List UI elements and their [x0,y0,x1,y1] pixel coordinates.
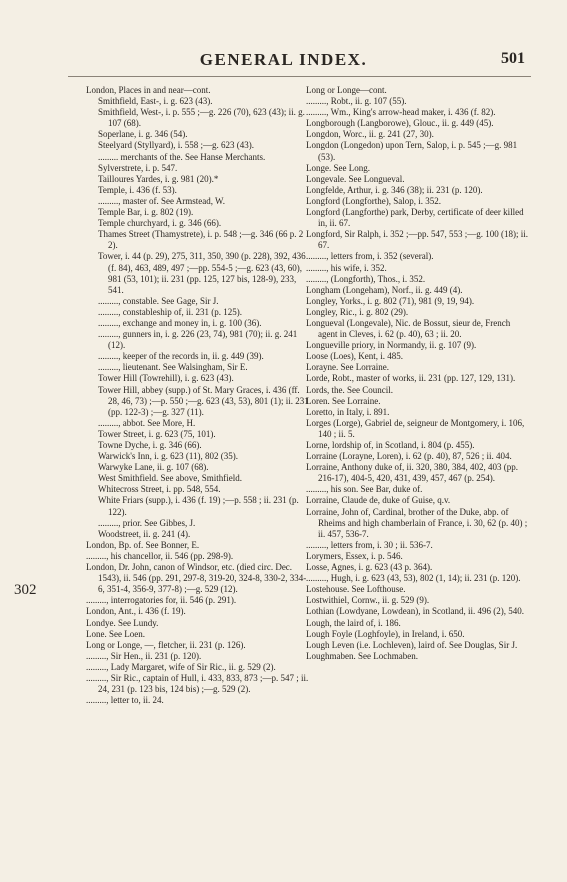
index-entry: Lorraine, Claude de, duke of Guise, q.v. [306,495,451,506]
index-entry: Lorraine (Lorayne, Loren), i. 62 (p. 40), 87, 526 ; ii. 404. [306,451,512,462]
index-entry: Lostehouse. See Lofthouse. [306,584,406,595]
right-index-column [306,85,530,662]
index-entry: Longueville priory, in Normandy, ii. g. 107 (9). [306,340,477,351]
index-entry: Tower, i. 44 (p. 29), 275, 311, 350, 390 (p. 228), 392, 436 (f. 84), 463, 489, 497 ;—pp. 554-5 ;—g. 623 (43, 60), 981 (53, 101); ii. 231 (pp. 125, 127 bis, 128-9), 233, 541. [98,251,306,295]
index-entry: ........., (Longforth), Thos., i. 352. [306,273,426,284]
index-entry: Lorraine, Anthony duke of, ii. 320, 380, 384, 402, 403 (pp. 216-17), 404-5, 420, 431, 439, 457, 467 (p. 254). [306,462,518,484]
index-entry: ........., Sir Ric., captain of Hull, i. 433, 833, 873 ;—p. 547 ; ii. 24, 231 (p. 123 bis, 124 bis) ;—g. 529 (2). [86,672,309,695]
index-entry: Long or Longe—cont. [306,85,387,95]
index-entry: ........., master of. See Armstead, W. [98,195,225,206]
index-entry: Temple Bar, i. g. 802 (19). [98,207,194,218]
index-entry: Sylverstrete, i. p. 547. [98,162,178,173]
index-entry: Lords, the. See Council. [306,384,393,395]
index-entry: Longborough (Langborowe), Glouc., ii. g. 449 (45). [306,118,494,129]
index-entry: ........., lieutenant. See Walsingham, Sir E. [98,362,248,373]
index-entry: Longdon (Longedon) upon Tern, Salop, i. p. 545 ;—g. 981 (53). [306,140,518,162]
index-entry: Longdon, Worc., ii. g. 241 (27, 30). [306,129,434,140]
header-rule [68,76,531,77]
index-entry: Loren. See Lorraine. [306,395,381,406]
index-entry: Longe. See Long. [306,162,370,173]
margin-number: 302 [14,582,37,598]
index-entry: ........., gunners in, i. g. 226 (23, 74), 981 (70); ii. g. 241 (12). [98,329,298,351]
index-entry: ........., abbot. See More, H. [98,417,196,428]
index-entry: Tower Hill, abbey (supp.) of St. Mary Graces, i. 436 (ff. 28, 46, 73) ;—p. 550 ;—g. 623 (43, 53), 801 (1); ii. 231 (pp. 122-3) ;—g. 327 (11). [98,384,309,417]
index-entry: ........., letter to, ii. 24. [86,695,164,706]
index-entry: Tailloures Yardes, i. g. 981 (20).* [98,173,219,184]
index-entry: ........., letters from, i. 352 (several). [306,251,434,262]
index-entry: ........., constable. See Gage, Sir J. [98,295,219,306]
index-entry: ........., his chancellor, ii. 546 (pp. 298-9). [86,550,234,561]
index-entry: ........., Robt., ii. g. 107 (55). [306,96,407,107]
left-index-column [86,85,310,706]
index-entry: ........., his wife, i. 352. [306,262,387,273]
index-entry: London, Bp. of. See Bonner, E. [86,539,200,550]
index-entry: Temple, i. 436 (f. 53). [98,184,177,195]
index-entry: Lone. See Loen. [86,628,145,639]
index-entry: ........., exchange and money in, i. g. 100 (36). [98,317,262,328]
index-entry: Lorne, lordship of, in Scotland, i. 804 (p. 455). [306,440,475,450]
index-entry: Tower Hill (Towrehill), i. g. 623 (43). [98,373,234,384]
index-entry: ........., Wm., King's arrow-head maker, i. 436 (f. 82). [306,107,496,118]
index-entry: London, Dr. John, canon of Windsor, etc. (died circ. Dec. 1543), ii. 546 (pp. 291, 297-8, 319-20, 324-8, 330-2, 334-6, 351-4, 356-9, 377-8) ;—g. 529 (12). [86,562,307,595]
index-entry: Loretto, in Italy, i. 891. [306,406,390,417]
index-entry: Soperlane, i. g. 346 (54). [98,129,188,140]
index-entry: Lough, the laird of, i. 186. [306,617,401,628]
index-entry: Lorges (Lorge), Gabriel de, seigneur de Montgomery, i. 106, 140 ; ii. 5. [306,417,525,439]
index-entry: Lostwithiel, Cornw., ii. g. 529 (9). [306,595,430,606]
index-entry: Londye. See Lundy. [86,617,159,628]
index-entry: ......... merchants of the. See Hanse Merchants. [98,151,266,162]
index-entry: Longford (Langforthe) park, Derby, certificate of deer killed in, ii. 67. [306,207,524,229]
index-entry: ........., Hugh, i. g. 623 (43, 53), 802 (1, 14); ii. 231 (p. 120). [306,573,521,584]
index-entry: Longfelde, Arthur, i. g. 346 (38); ii. 231 (p. 120). [306,184,483,195]
index-entry: ........., Sir Hen., ii. 231 (p. 120). [86,650,202,661]
page-title: GENERAL INDEX. [199,50,368,69]
index-entry: West Smithfield. See above, Smithfield. [98,473,243,484]
index-entry: Towne Dyche, i. g. 346 (66). [98,440,202,450]
index-entry: London, Ant., i. 436 (f. 19). [86,606,186,617]
index-entry: ........., Lady Margaret, wife of Sir Ric., ii. g. 529 (2). [86,661,276,672]
index-entry: Warwick's Inn, i. g. 623 (11), 802 (35). [98,451,239,462]
page-number: 501 [501,50,525,67]
index-entry: ........., letters from, i. 30 ; ii. 536-7. [306,539,433,550]
index-entry: Lough Foyle (Loghfoyle), in Ireland, i. 650. [306,628,465,639]
index-entry: Longham (Longeham), Norf., ii. g. 449 (4). [306,284,463,295]
index-entry: Tower Street, i. g. 623 (75, 101). [98,428,216,439]
index-entry: Warwyke Lane, ii. g. 107 (68). [98,462,209,473]
index-entry: Losse, Agnes, i. g. 623 (43 p. 364). [306,562,433,573]
index-entry: Thames Street (Thamystrete), i. p. 548 ;—g. 346 (66 p. 2 2). [98,229,304,251]
index-entry: Longueval (Longevale), Nic. de Bossut, sieur de, French agent in Cleves, i. 62 (p. 40), 63 ; ii. 20. [306,317,511,340]
index-entry: ........., keeper of the records in, ii. g. 449 (39). [98,351,264,362]
index-entry: Smithfield, West-, i. p. 555 ;—g. 226 (70), 623 (43); ii. g. 107 (68). [98,107,305,129]
index-entry: Loose (Loes), Kent, i. 485. [306,351,403,362]
index-entry: Longford, Sir Ralph, i. 352 ;—pp. 547, 553 ;—g. 100 (18); ii. 67. [306,229,528,251]
index-entry: London, Places in and near—cont. [86,85,211,95]
index-entry: ........., prior. See Gibbes, J. [98,517,196,528]
index-entry: Longley, Ric., i. g. 802 (29). [306,306,409,317]
index-entry: Lorraine, John of, Cardinal, brother of the Duke, abp. of Rheims and high chamberlain of France, i. 30, 62 (p. 40) ; ii. 457, 536-7. [306,506,528,539]
index-entry: Long or Longe, —, fletcher, ii. 231 (p. 126). [86,639,246,650]
index-entry: ........., constableship of, ii. 231 (p. 125). [98,306,242,317]
index-entry: ........., interrogatories for, ii. 546 (p. 291). [86,595,237,606]
index-entry: Lorayne. See Lorraine. [306,362,389,373]
index-entry: Woodstreet, ii. g. 241 (4). [98,528,191,539]
index-entry: Smithfield, East-, i. g. 623 (43). [98,96,213,107]
index-entry: Steelyard (Styllyard), i. 558 ;—g. 623 (43). [98,140,254,151]
index-entry: Lough Leven (i.e. Lochleven), laird of. See Douglas, Sir J. [306,639,518,650]
index-entry: White Friars (supp.), i. 436 (f. 19) ;—p. 558 ; ii. 231 (p. 122). [98,495,299,517]
index-entry: Temple churchyard, i. g. 346 (66). [98,218,222,229]
index-entry: Whitecross Street, i. pp. 548, 554. [98,484,221,495]
index-entry: ........., his son. See Bar, duke of. [306,484,423,495]
index-entry: Lorde, Robt., master of works, ii. 231 (pp. 127, 129, 131). [306,373,516,384]
index-entry: Lorymers, Essex, i. p. 546. [306,550,403,561]
index-entry: Longley, Yorks., i. g. 802 (71), 981 (9, 19, 94). [306,295,475,306]
index-entry: Lothian (Lowdyane, Lowdean), in Scotland, ii. 496 (2), 540. [306,606,524,617]
index-entry: Loughmaben. See Lochmaben. [306,650,418,661]
index-entry: Longevale. See Longueval. [306,173,405,184]
index-entry: Longford (Longforthe), Salop, i. 352. [306,195,441,206]
